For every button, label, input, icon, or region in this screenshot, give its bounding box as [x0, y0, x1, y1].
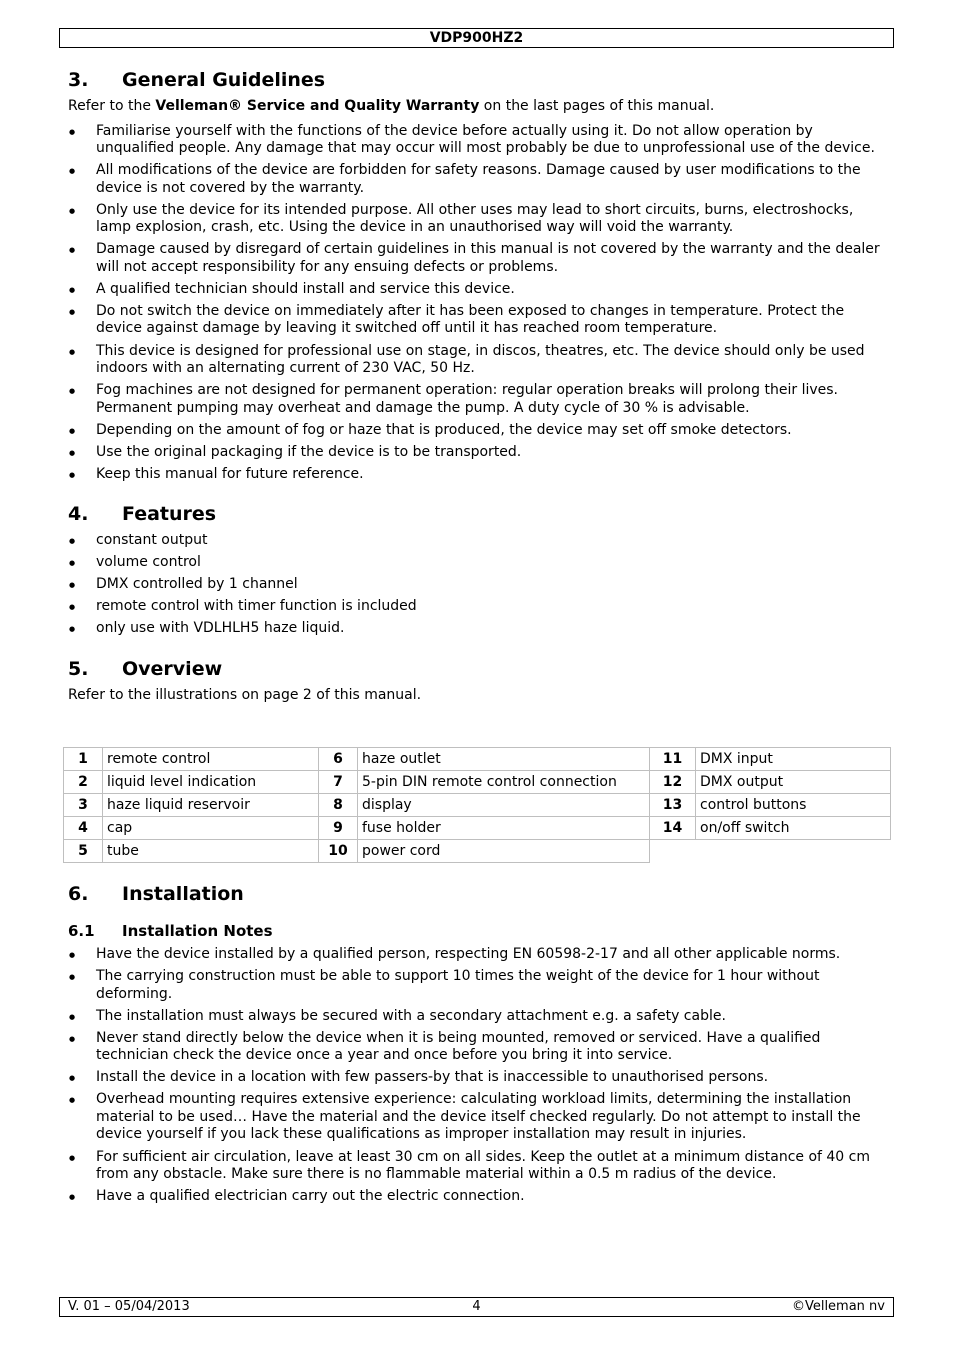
list-item: ● A qualified technician should install and service this device. — [68, 281, 888, 299]
installation-notes-list — [68, 946, 888, 1206]
table-row — [64, 817, 891, 840]
part-label: liquid level indication — [103, 771, 319, 794]
installation-content — [68, 880, 888, 1210]
part-label: display — [358, 794, 650, 817]
part-number: 12 — [650, 771, 696, 794]
empty-cell — [650, 840, 891, 863]
list-item: ● Familiarise yourself with the functions of the device before actually using it. Do not allow operation by unqualified people. Any damage that may occur will most probably be due to unprofessional use of the device. — [68, 123, 888, 158]
part-number: 14 — [650, 817, 696, 840]
list-item: ● Depending on the amount of fog or haze that is produced, the device may set off smoke detectors. — [68, 422, 888, 440]
part-label: remote control — [103, 748, 319, 771]
list-item: ● only use with VDLHLH5 haze liquid. — [68, 620, 888, 638]
part-label: 5-pin DIN remote control connection — [358, 771, 650, 794]
list-item: ● For sufficient air circulation, leave at least 30 cm on all sides. Keep the outlet at a minimum distance of 40 cm from any obstacle. Make sure there is no flammable material within a 0.5 m radius of the device. — [68, 1149, 888, 1184]
list-item: ● Damage caused by disregard of certain guidelines in this manual is not covered by the warranty and the dealer will not accept responsibility for any ensuing defects or problems. — [68, 241, 888, 276]
list-item: ● DMX controlled by 1 channel — [68, 576, 888, 594]
list-item: ● Install the device in a location with few passers-by that is inaccessible to unauthorised persons. — [68, 1069, 888, 1087]
overview-intro: Refer to the illustrations on page 2 of this manual. — [68, 686, 422, 703]
page-header — [59, 28, 894, 48]
list-item: ● constant output — [68, 532, 888, 550]
list-item: ● Never stand directly below the device when it is being mounted, removed or serviced. Have a qualified technician check the device once a year and once before you bring it into service. — [68, 1030, 888, 1065]
section-heading-installation — [68, 880, 888, 908]
table-row — [64, 840, 891, 863]
part-number: 7 — [319, 771, 358, 794]
page-footer — [59, 1297, 894, 1317]
list-item: ● Overhead mounting requires extensive experience: calculating workload limits, determining the installation material to be used… Have the material and the device itself checked regularly. Do not attempt to install the device yourself if you lack these qualifications as improper installation may result in injuries. — [68, 1091, 888, 1144]
part-label: haze liquid reservoir — [103, 794, 319, 817]
copyright: ©Velleman nv — [791, 1299, 885, 1314]
table-row — [64, 794, 891, 817]
part-label: fuse holder — [358, 817, 650, 840]
list-item: ● volume control — [68, 554, 888, 572]
part-number: 10 — [319, 840, 358, 863]
list-item: ● Do not switch the device on immediately after it has been exposed to changes in temperature. Protect the device against damage by leaving it switched off until it has reached room temperature. — [68, 303, 888, 338]
part-label: on/off switch — [696, 817, 891, 840]
section-number: 5. — [68, 657, 89, 680]
part-label: haze outlet — [358, 748, 650, 771]
part-label: cap — [103, 817, 319, 840]
list-item: ● The carrying construction must be able to support 10 times the weight of the device for 1 hour without deforming. — [68, 968, 888, 1003]
part-number: 8 — [319, 794, 358, 817]
version-date: V. 01 – 05/04/2013 — [68, 1299, 190, 1314]
features-list — [68, 532, 888, 638]
part-number: 9 — [319, 817, 358, 840]
overview-parts-table — [63, 747, 891, 863]
part-label: control buttons — [696, 794, 891, 817]
list-item: ● The installation must always be secured with a secondary attachment e.g. a safety cable. — [68, 1008, 888, 1026]
page-number: 4 — [472, 1299, 481, 1314]
part-label: tube — [103, 840, 319, 863]
table-row — [64, 771, 891, 794]
subsection-number: 6.1 — [68, 922, 95, 940]
section-title: Installation — [122, 883, 244, 905]
section-heading-overview — [68, 655, 888, 683]
section-title: Overview — [122, 657, 223, 680]
list-item: ● remote control with timer function is included — [68, 598, 888, 616]
part-number: 13 — [650, 794, 696, 817]
warranty-reference: Velleman® Service and Quality Warranty — [155, 98, 480, 114]
list-item: ● Have a qualified electrician carry out the electric connection. — [68, 1188, 888, 1206]
list-item: ● This device is designed for professional use on stage, in discos, theatres, etc. The device should only be used indoors with an alternating current of 230 VAC, 50 Hz. — [68, 343, 888, 378]
part-number: 2 — [64, 771, 103, 794]
subsection-title: Installation Notes — [122, 922, 273, 940]
part-number: 3 — [64, 794, 103, 817]
list-item: ● Keep this manual for future reference. — [68, 466, 888, 484]
list-item: ● Have the device installed by a qualified person, respecting EN 60598-2-17 and all other applicable norms. — [68, 946, 888, 964]
page-content — [68, 66, 888, 704]
general-intro: Refer to the Velleman® Service and Quality Warranty on the last pages of this manual. — [68, 98, 715, 114]
part-number: 6 — [319, 748, 358, 771]
section-number: 6. — [68, 883, 89, 905]
section-heading-general — [68, 66, 888, 94]
list-item: ● Only use the device for its intended purpose. All other uses may lead to short circuits, burns, electroshocks, lamp explosion, crash, etc. Using the device in an unauthorised way will void the warranty. — [68, 202, 888, 237]
section-number: 3. — [68, 69, 89, 91]
model-number: VDP900HZ2 — [429, 30, 524, 46]
part-label: power cord — [358, 840, 650, 863]
table-row — [64, 748, 891, 771]
general-guidelines-list — [68, 123, 888, 484]
part-label: DMX input — [696, 748, 891, 771]
part-number: 11 — [650, 748, 696, 771]
section-heading-features — [68, 500, 888, 528]
subsection-heading-installation-notes — [68, 920, 888, 942]
list-item: ● Use the original packaging if the device is to be transported. — [68, 444, 888, 462]
section-number: 4. — [68, 503, 89, 526]
part-number: 4 — [64, 817, 103, 840]
list-item: ● All modifications of the device are forbidden for safety reasons. Damage caused by user modifications to the device is not covered by the warranty. — [68, 162, 888, 197]
list-item: ● Fog machines are not designed for permanent operation: regular operation breaks will prolong their lives. Permanent pumping may overheat and damage the pump. A duty cycle of 30 % is advisable. — [68, 382, 888, 417]
section-title: General Guidelines — [122, 69, 326, 91]
part-number: 1 — [64, 748, 103, 771]
section-title: Features — [122, 503, 217, 526]
part-number: 5 — [64, 840, 103, 863]
part-label: DMX output — [696, 771, 891, 794]
